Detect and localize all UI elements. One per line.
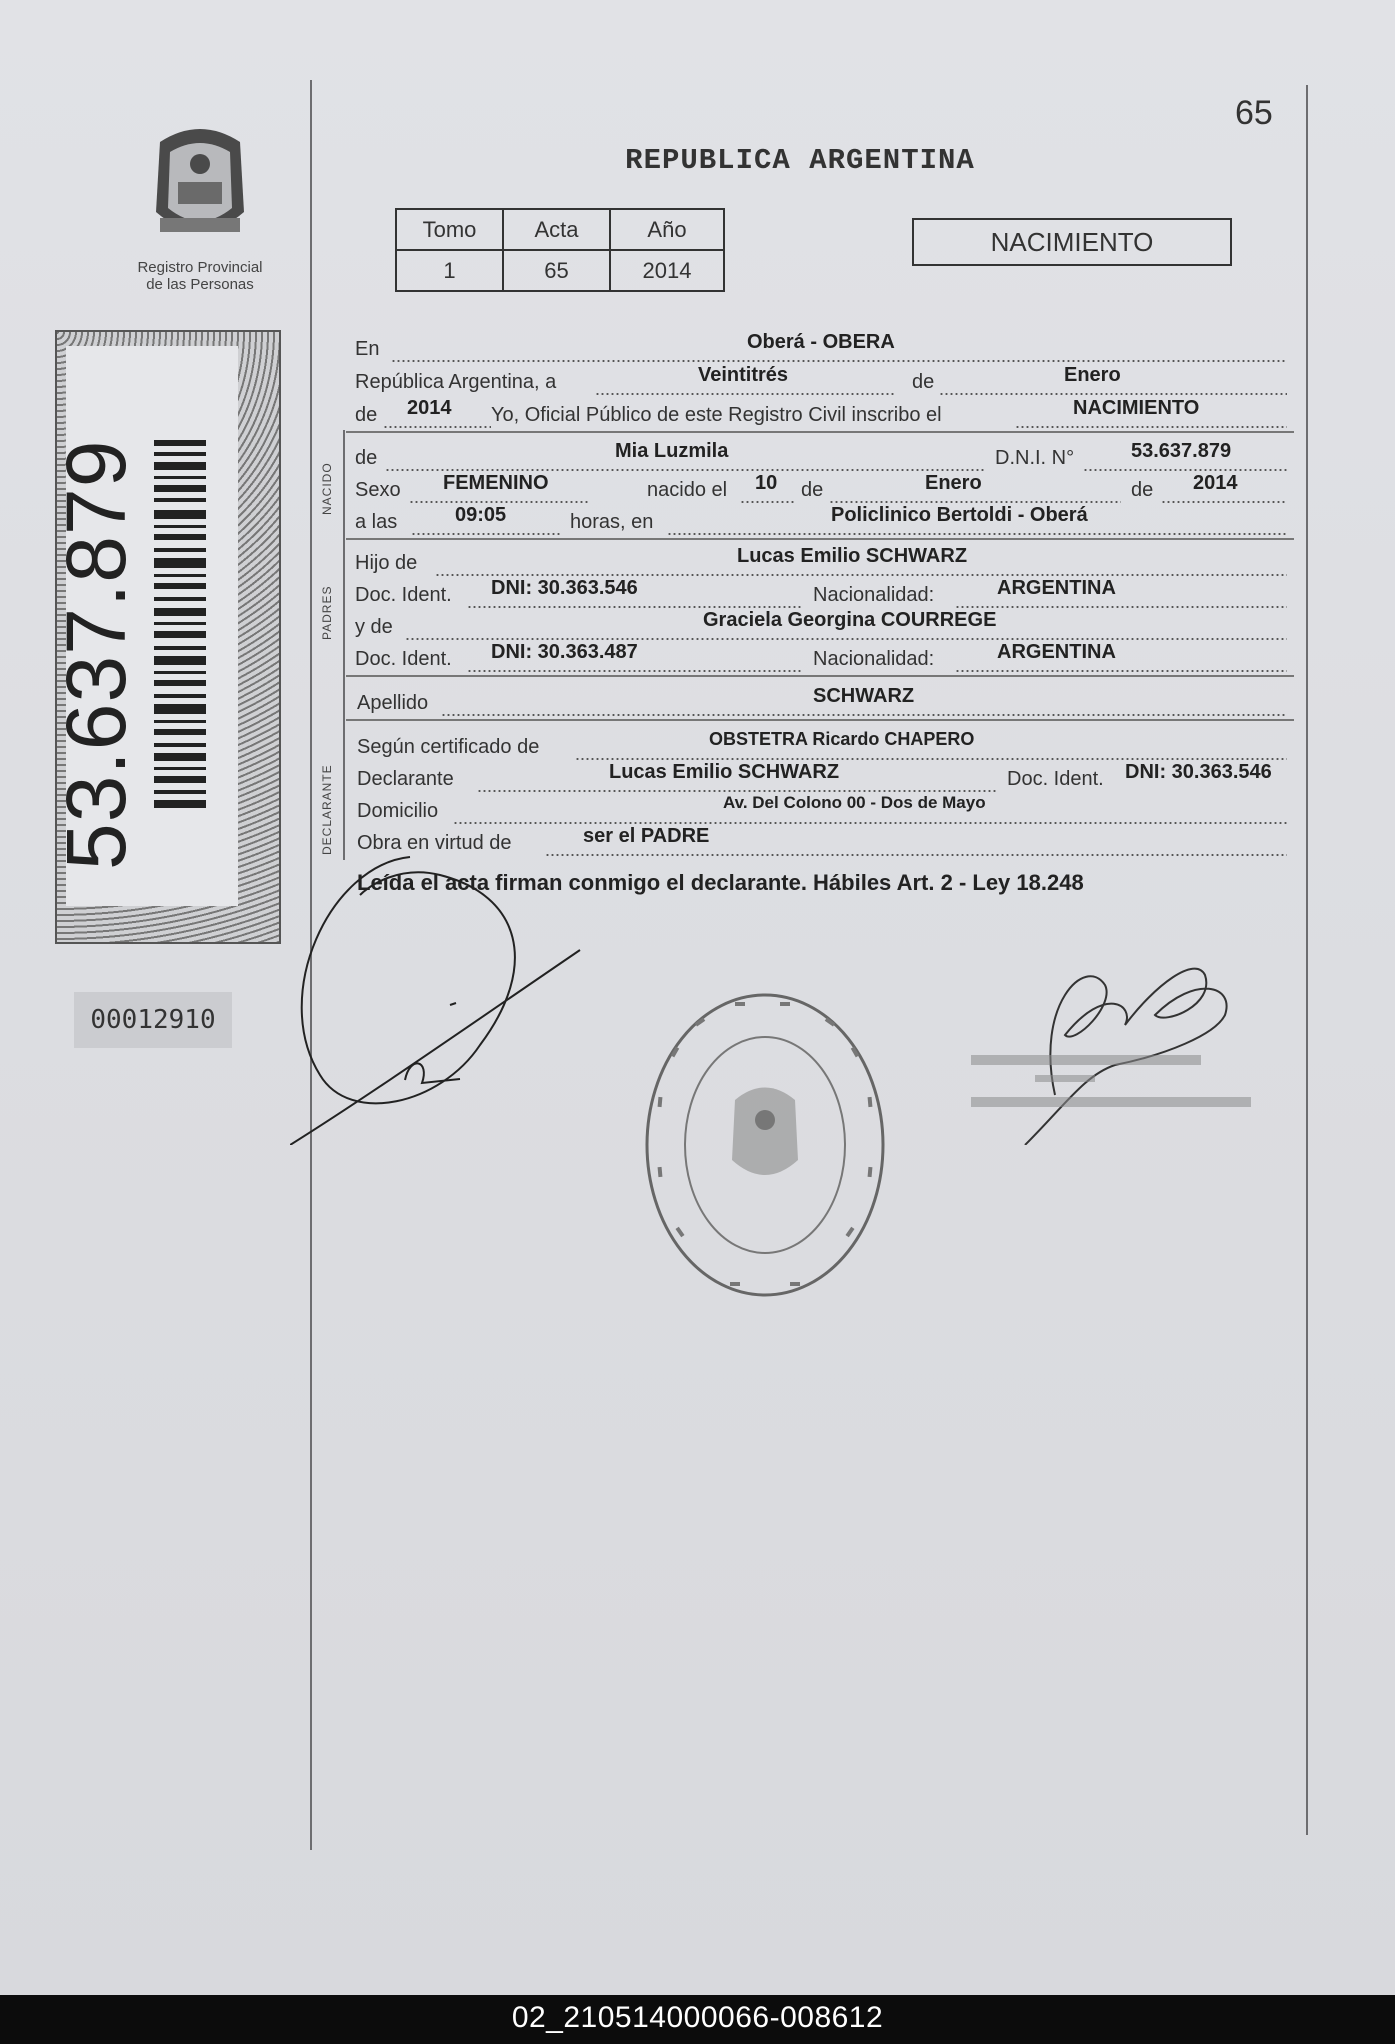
domicilio-value: Av. Del Colono 00 - Dos de Mayo: [723, 793, 986, 812]
label-domicilio: Domicilio: [357, 800, 439, 822]
serial-number: 00012910: [74, 992, 232, 1048]
logo-caption: [110, 259, 290, 293]
dotted-line: [955, 670, 1287, 672]
logo-caption-line1: Registro Provincial: [137, 259, 263, 276]
dotted-line: [467, 670, 801, 672]
inscribed-value: NACIMIENTO: [1073, 397, 1200, 419]
birth-place-value: Policlinico Bertoldi - Oberá: [831, 504, 1088, 526]
table-cell: 65: [503, 250, 610, 291]
label-doc-ident: Doc. Ident.: [355, 584, 452, 606]
table-value-row: [396, 250, 724, 291]
declarante-value: Lucas Emilio SCHWARZ: [609, 761, 840, 783]
row-mother-doc: [355, 641, 1287, 672]
table-cell: 1: [396, 250, 503, 291]
label-doc-ident: Doc. Ident.: [355, 648, 452, 670]
row-y-de: [355, 609, 1287, 640]
row-a-las: [355, 504, 1287, 535]
dotted-line: [383, 426, 491, 428]
barcode-bars: [154, 440, 206, 810]
row-obra: [355, 825, 1287, 856]
certificate-value: OBSTETRA Ricardo CHAPERO: [709, 729, 975, 749]
section-label-nacido: NACIDO: [320, 462, 334, 515]
barcode-number: 53.637.879: [49, 439, 143, 870]
child-dni-value: 53.637.879: [1131, 440, 1232, 462]
dotted-line: [441, 714, 1287, 716]
dotted-line: [477, 790, 997, 792]
label-de: de: [355, 404, 378, 426]
label-dni: D.N.I. N°: [995, 447, 1075, 469]
day-words-value: Veintitrés: [698, 364, 789, 386]
section-divider: [346, 719, 1294, 721]
table-header-cell: Acta: [503, 209, 610, 250]
dotted-line: [939, 393, 1287, 395]
label-de: de: [1131, 479, 1154, 501]
row-declarante: [355, 761, 1287, 792]
table-cell: 2014: [610, 250, 724, 291]
official-signature-and-stamp: [965, 945, 1255, 1145]
row-nacido-name: [355, 440, 1287, 471]
row-apellido: [355, 685, 1287, 716]
row-domicilio: [355, 793, 1287, 824]
obra-value: ser el PADRE: [583, 825, 710, 847]
tomo-acta-ano-table: [395, 208, 725, 292]
label-sexo: Sexo: [355, 479, 401, 501]
dotted-line: [385, 469, 985, 471]
declarante-doc-value: DNI: 30.363.546: [1125, 761, 1272, 783]
dotted-line: [545, 854, 1287, 856]
father-nationality-value: ARGENTINA: [997, 577, 1116, 599]
label-de: de: [801, 479, 824, 501]
dotted-line: [435, 574, 1287, 576]
label-de: de: [912, 371, 935, 393]
month-value: Enero: [1064, 364, 1121, 386]
mother-doc-value: DNI: 30.363.487: [491, 641, 638, 663]
row-father-doc: [355, 577, 1287, 608]
dotted-line: [667, 533, 1287, 535]
row-yo: [355, 397, 1287, 428]
dotted-line: [955, 606, 1287, 608]
dotted-line: [595, 393, 895, 395]
birth-year-value: 2014: [1193, 472, 1238, 494]
section-label-padres: PADRES: [320, 585, 334, 640]
label-certificado: Según certificado de: [357, 736, 540, 758]
place-value: Oberá - OBERA: [747, 331, 895, 353]
dotted-line: [829, 501, 1121, 503]
record-type-box: NACIMIENTO: [912, 218, 1232, 266]
logo-caption-line2: de las Personas: [146, 276, 254, 293]
mother-name-value: Graciela Georgina COURREGE: [703, 609, 997, 631]
dotted-line: [391, 360, 1287, 362]
row-en: [355, 331, 1287, 362]
label-de: de: [355, 447, 378, 469]
dotted-line: [575, 758, 1287, 760]
right-margin-line: [1306, 85, 1308, 1835]
label-a-las: a las: [355, 511, 398, 533]
dotted-line: [1015, 426, 1287, 428]
birth-month-value: Enero: [925, 472, 982, 494]
registry-seal-stamp: [640, 990, 890, 1300]
label-horas: horas, en: [570, 511, 654, 533]
dotted-line: [409, 501, 589, 503]
dotted-line: [1083, 469, 1287, 471]
scan-footer-code: 02_210514000066-008612: [511, 2001, 884, 2034]
label-declarante: Declarante: [357, 768, 454, 790]
table-header-row: [396, 209, 724, 250]
section-label-declarante: DECLARANTE: [320, 764, 334, 855]
page-number: 65: [1235, 94, 1273, 132]
declarant-signature: [290, 855, 590, 1145]
father-name-value: Lucas Emilio SCHWARZ: [737, 545, 968, 567]
section-divider: [346, 675, 1294, 677]
dotted-line: [411, 533, 561, 535]
closing-statement: Leída el acta firman conmigo el declarante. Hábiles Art. 2 - Ley 18.248: [357, 870, 1084, 895]
label-y-de: y de: [355, 616, 393, 638]
row-certificado: [355, 729, 1287, 760]
province-coat-of-arms-logo: [140, 122, 260, 252]
father-doc-value: DNI: 30.363.546: [491, 577, 638, 599]
label-en: En: [355, 338, 380, 360]
birth-day-value: 10: [755, 472, 778, 494]
label-nacido-el: nacido el: [647, 479, 728, 501]
section-bracket-line: [343, 430, 345, 860]
mother-nationality-value: ARGENTINA: [997, 641, 1116, 663]
label-doc-ident: Doc. Ident.: [1007, 768, 1104, 790]
year-value: 2014: [407, 397, 452, 419]
table-header-cell: Tomo: [396, 209, 503, 250]
document-title: REPUBLICA ARGENTINA: [625, 144, 975, 177]
section-divider: [346, 538, 1294, 540]
label-obra: Obra en virtud de: [357, 832, 512, 854]
dotted-line: [1161, 501, 1287, 503]
dotted-line: [405, 638, 1287, 640]
label-nacionalidad: Nacionalidad:: [813, 584, 935, 606]
birth-time-value: 09:05: [455, 504, 507, 526]
child-name-value: Mia Luzmila: [615, 440, 729, 462]
table-header-cell: Año: [610, 209, 724, 250]
row-hijo-de: [355, 545, 1287, 576]
dotted-line: [467, 606, 801, 608]
label-hijo-de: Hijo de: [355, 552, 418, 574]
label-republica: República Argentina, a: [355, 371, 557, 393]
section-divider: [346, 431, 1294, 433]
label-nacionalidad: Nacionalidad:: [813, 648, 935, 670]
row-republica: [355, 364, 1287, 395]
dotted-line: [740, 501, 794, 503]
label-yo: Yo, Oficial Público de este Registro Civil inscribo el: [491, 404, 942, 426]
label-apellido: Apellido: [357, 692, 429, 714]
apellido-value: SCHWARZ: [813, 685, 915, 707]
dotted-line: [453, 822, 1287, 824]
sexo-value: FEMENINO: [443, 472, 549, 494]
row-sexo: [355, 472, 1287, 503]
